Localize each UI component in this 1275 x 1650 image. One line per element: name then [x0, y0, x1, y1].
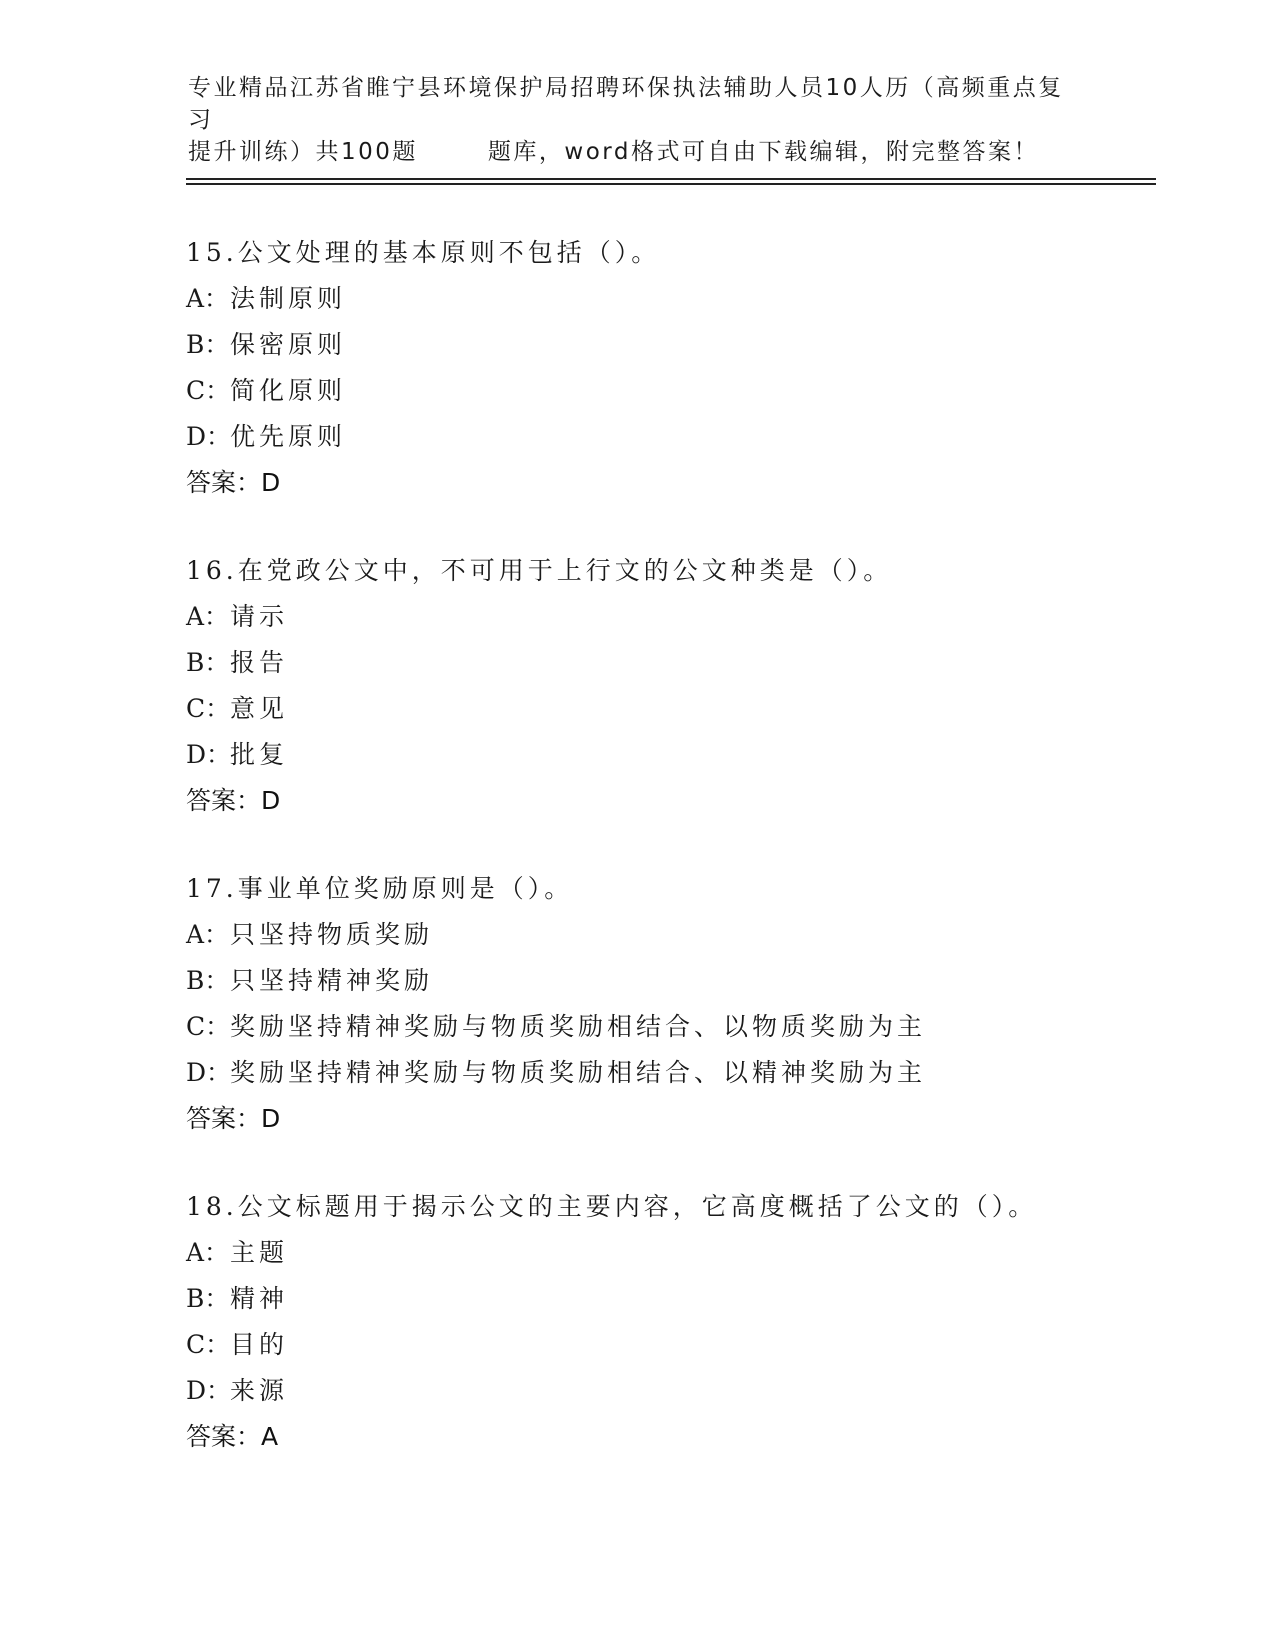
header-line-1: 专业精品江苏省睢宁县环境保护局招聘环保执法辅助人员10人历（高频重点复习	[188, 75, 1064, 133]
option-d	[186, 414, 1166, 460]
header-rule-bottom	[186, 183, 1156, 185]
option-letter: C：	[186, 1330, 231, 1359]
option-text: 奖励坚持精神奖励与物质奖励相结合、以精神奖励为主	[230, 1058, 927, 1087]
option-letter: D：	[186, 1376, 232, 1405]
option-letter: D：	[186, 1058, 232, 1087]
option-text: 主题	[230, 1238, 289, 1267]
option-letter: A：	[186, 602, 230, 631]
option-a	[186, 594, 1166, 640]
answer-line: 答案：D	[186, 468, 281, 497]
question-17	[186, 866, 1166, 1142]
option-c	[186, 1322, 1166, 1368]
answer-line: 答案：A	[186, 1422, 279, 1451]
answer-line: 答案：D	[186, 1104, 281, 1133]
option-c	[186, 686, 1166, 732]
option-text: 只坚持物质奖励	[230, 920, 434, 949]
option-text: 精神	[230, 1284, 289, 1313]
option-letter: A：	[186, 1238, 230, 1267]
option-b	[186, 1276, 1166, 1322]
option-text: 意见	[230, 694, 289, 723]
question-16	[186, 548, 1166, 824]
question-stem: 15.公文处理的基本原则不包括（）。	[186, 238, 661, 267]
header-line-2-part-2: 题库，word格式可自由下载编辑，附完整答案！	[487, 139, 1039, 165]
option-text: 来源	[230, 1376, 289, 1405]
option-letter: B：	[186, 966, 230, 995]
option-text: 简化原则	[230, 376, 347, 405]
option-text: 法制原则	[230, 284, 347, 313]
option-text: 请示	[230, 602, 289, 631]
option-text: 批复	[230, 740, 289, 769]
option-text: 目的	[230, 1330, 289, 1359]
option-a	[186, 1230, 1166, 1276]
option-d	[186, 1050, 1166, 1096]
document-header	[188, 72, 1088, 168]
option-letter: B：	[186, 1284, 230, 1313]
question-stem: 18.公文标题用于揭示公文的主要内容，它高度概括了公文的（）。	[186, 1192, 1038, 1221]
option-d	[186, 732, 1166, 778]
option-a	[186, 912, 1166, 958]
option-b	[186, 322, 1166, 368]
option-c	[186, 1004, 1166, 1050]
option-text: 只坚持精神奖励	[230, 966, 434, 995]
option-letter: A：	[186, 920, 230, 949]
option-text: 优先原则	[230, 422, 347, 451]
question-15	[186, 230, 1166, 506]
option-letter: C：	[186, 1012, 231, 1041]
option-letter: B：	[186, 330, 230, 359]
option-d	[186, 1368, 1166, 1414]
question-18	[186, 1184, 1166, 1460]
option-c	[186, 368, 1166, 414]
header-line-2-part-1: 提升训练）共100题	[188, 139, 418, 165]
answer-line: 答案：D	[186, 786, 281, 815]
option-letter: C：	[186, 694, 231, 723]
option-letter: D：	[186, 422, 232, 451]
option-text: 保密原则	[230, 330, 347, 359]
header-rule-top	[186, 178, 1156, 180]
option-letter: D：	[186, 740, 232, 769]
option-b	[186, 640, 1166, 686]
option-letter: A：	[186, 284, 230, 313]
header-line-2	[188, 136, 1088, 168]
option-text: 奖励坚持精神奖励与物质奖励相结合、以物质奖励为主	[230, 1012, 927, 1041]
option-a	[186, 276, 1166, 322]
option-b	[186, 958, 1166, 1004]
option-letter: C：	[186, 376, 231, 405]
option-letter: B：	[186, 648, 230, 677]
question-stem: 16.在党政公文中，不可用于上行文的公文种类是（）。	[186, 556, 893, 585]
option-text: 报告	[230, 648, 289, 677]
question-stem: 17.事业单位奖励原则是（）。	[186, 874, 574, 903]
